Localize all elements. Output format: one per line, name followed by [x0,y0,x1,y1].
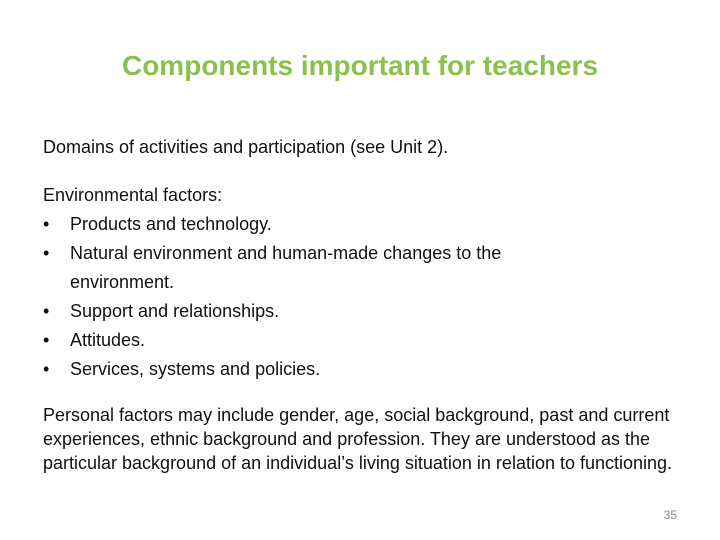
bullet-item [43,239,590,297]
slide-title: Components important for teachers [121,50,599,81]
bullet-text: Products and technology. [70,214,272,234]
bullet-item [43,210,590,239]
bullet-icon: • [43,359,50,379]
bullet-item [43,355,590,384]
slide-body [43,133,683,475]
spacer [43,384,683,403]
environmental-heading: Environmental factors: [43,185,223,205]
bullet-item [43,297,590,326]
domains-paragraph: Domains of activities and participation (see Unit 2). [43,137,449,157]
bullet-text: Attitudes. [70,330,146,350]
bullet-text: Services, systems and policies. [70,359,321,379]
bullet-item [43,326,590,355]
bullet-text: Natural environment and human-made changes to the environment. [70,243,502,292]
page-number: 35 [663,508,677,522]
bullet-icon: • [43,330,50,350]
personal-factors-paragraph: Personal factors may include gender, age, social background, past and current experiences, ethnic background and profession. They are understood as the particular background of an individual’s living situation in relation to functioning. [43,405,673,473]
environmental-bullet-list [43,210,683,384]
bullet-icon: • [43,214,50,234]
spacer [43,162,683,181]
bullet-icon: • [43,243,50,263]
bullet-icon: • [43,301,50,321]
bullet-text: Support and relationships. [70,301,280,321]
